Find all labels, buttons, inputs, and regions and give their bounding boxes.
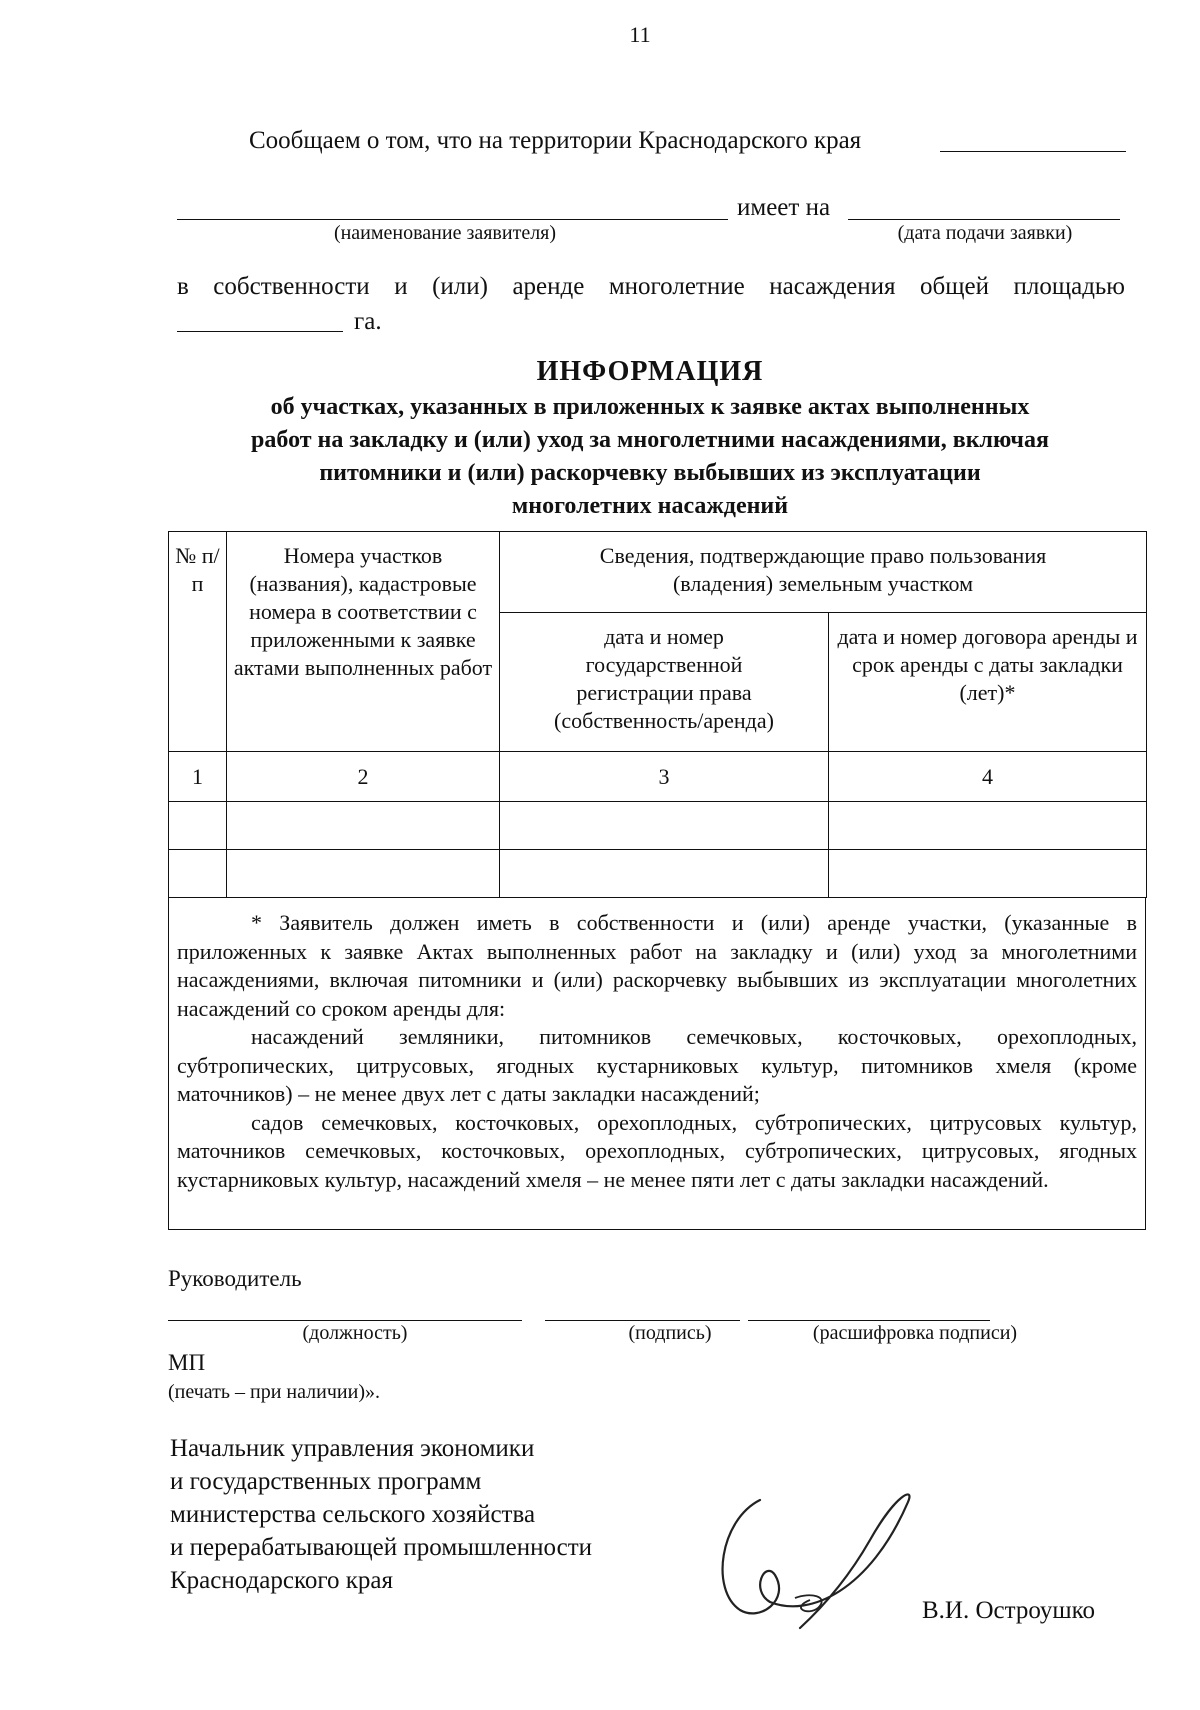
col-number-4: 4 [829, 752, 1147, 802]
header-rights-group: Сведения, подтверждающие право пользования (владения) земельным участком [500, 532, 1147, 613]
header-number: № п/п [169, 532, 227, 752]
manager-label: Руководитель [168, 1266, 302, 1291]
info-table [168, 531, 1147, 898]
signature-caption: (подпись) [628, 1322, 712, 1344]
region-blank [940, 151, 1126, 152]
empty-cell[interactable] [227, 850, 500, 898]
page-number: 11 [629, 22, 651, 47]
col-number-3: 3 [500, 752, 829, 802]
position-caption: (должность) [302, 1322, 408, 1344]
official-line-5: Краснодарского края [170, 1567, 393, 1594]
intro-line-3: в собственности и (или) аренде многолетние насаждения общей площадью [177, 273, 1125, 300]
table-row [169, 850, 1147, 898]
col-number-1: 1 [169, 752, 227, 802]
mp-label: МП [168, 1350, 206, 1375]
has-on-text: имеет на [737, 194, 831, 221]
empty-cell[interactable] [169, 850, 227, 898]
official-line-1: Начальник управления экономики [170, 1435, 535, 1462]
official-line-4: и перерабатывающей промышленности [170, 1534, 593, 1561]
intro-line-1: Сообщаем о том, что на территории Краснодарского края [249, 127, 862, 154]
date-caption: (дата подачи заявки) [897, 222, 1073, 244]
table-row [169, 802, 1147, 850]
heading-line-3: питомники и (или) раскорчевку выбывших из эксплуатации [319, 460, 981, 486]
header-registration: дата и номер государственной регистрации права (собственность/аренда) [500, 613, 829, 752]
table-row [169, 752, 1147, 802]
header-lease: дата и номер договора аренды и срок аренды с даты закладки (лет)* [829, 613, 1147, 752]
applicant-blank [177, 219, 728, 220]
decode-caption: (расшифровка подписи) [812, 1322, 1018, 1344]
date-blank [848, 219, 1120, 220]
official-line-3: министерства сельского хозяйства [170, 1501, 536, 1528]
empty-cell[interactable] [227, 802, 500, 850]
handwritten-signature [700, 1480, 930, 1630]
footnote-paragraph-3: садов семечковых, косточковых, орехоплодных, субтропических, цитрусовых культур, маточников семечковых, косточковых, орехоплодных, субтропических, цитрусовых, ягодных кустарниковых культур, насаждений хмеля – не менее пяти лет с даты закладки насаждений. [177, 1109, 1137, 1192]
col-number-2: 2 [227, 752, 500, 802]
heading-line-1: об участках, указанных в приложенных к заявке актах выполненных [270, 394, 1030, 420]
official-title [170, 1432, 592, 1597]
area-unit: га. [354, 308, 382, 335]
position-blank [168, 1320, 522, 1321]
document-title: ИНФОРМАЦИЯ [536, 356, 764, 387]
heading-line-4: многолетних насаждений [511, 493, 789, 519]
empty-cell[interactable] [829, 850, 1147, 898]
empty-cell[interactable] [500, 802, 829, 850]
decode-blank [748, 1320, 990, 1321]
official-name: В.И. Остроушко [922, 1597, 1096, 1624]
footnote-paragraph-1: * Заявитель должен иметь в собственности и (или) аренде участки, (указанные в приложенных к заявке Актах выполненных работ на закладку и (или) уход за многолетними насаждениями, включая питомники и (или) раскорчевку выбывших из эксплуатации многолетних насаждений со сроком аренды для: [177, 910, 1137, 1021]
empty-cell[interactable] [500, 850, 829, 898]
applicant-caption: (наименование заявителя) [333, 222, 557, 244]
empty-cell[interactable] [169, 802, 227, 850]
stamp-note: (печать – при наличии)». [168, 1381, 380, 1403]
heading-line-2: работ на закладку и (или) уход за многолетними насаждениями, включая [251, 427, 1049, 453]
footnote-paragraph-2: насаждений земляники, питомников семечковых, косточковых, орехоплодных, субтропических, цитрусовых, ягодных кустарниковых культур, питомников хмеля (кроме маточников) – не менее двух лет с даты закладки насаждений; [177, 1024, 1137, 1106]
official-line-2: и государственных программ [170, 1468, 482, 1495]
footnote-box [168, 897, 1146, 1230]
header-plots: Номера участков (названия), кадастровые номера в соответствии с приложенными к заявке актами выполненных работ [227, 532, 500, 752]
signature-blank [545, 1320, 740, 1321]
empty-cell[interactable] [829, 802, 1147, 850]
area-blank [177, 331, 343, 332]
